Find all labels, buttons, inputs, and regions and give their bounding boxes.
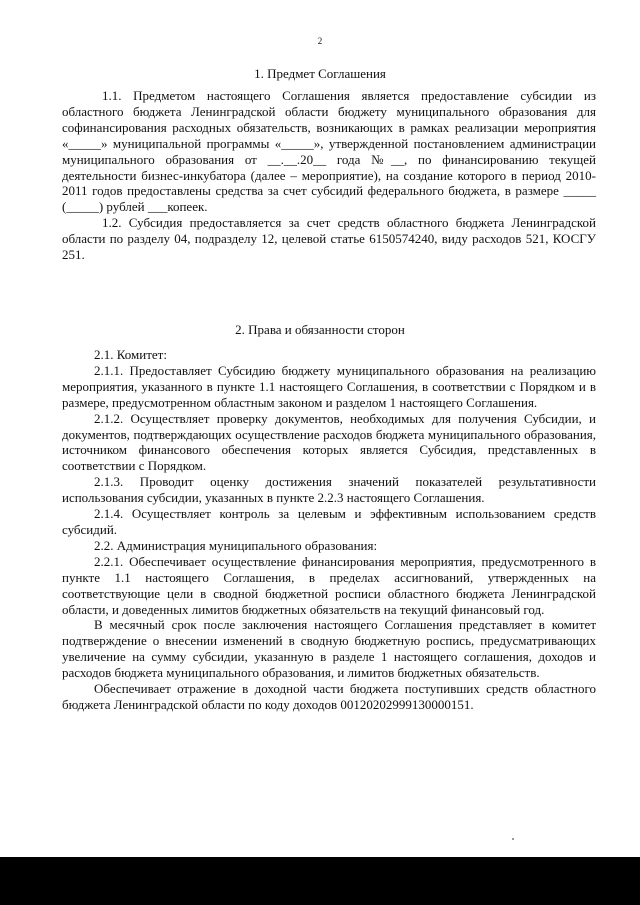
paragraph-2-2-1: 2.2.1. Обеспечивает осуществление финансирования мероприятия, предусмотренного в пункте 1.1 настоящего Соглашения, в пределах ассигнований, утвержденных на соответствующие цели в сводной бюджетной росписи областного бюджета Ленинградской области, и доведенных лимитов бюджетных обязательств на текущий финансовый год. (62, 553, 596, 617)
section-2-heading: 2. Права и обязанности сторон (235, 322, 405, 337)
paragraph-2-1-3: 2.1.3. Проводит оценку достижения значений показателей результативности использования субсидии, указанных в пункте 2.2.3 настоящего Соглашения. (62, 474, 596, 506)
paragraph-1-2: 1.2. Субсидия предоставляется за счет средств областного бюджета Ленинградской области по разделу 04, подразделу 12, целевой статье 6150574240, виду расходов 521, КОСГУ 251. (62, 215, 596, 263)
paragraph-2-1: 2.1. Комитет: (94, 347, 167, 362)
section-1-body (62, 88, 596, 263)
paragraph-2-1-4: 2.1.4. Осуществляет контроль за целевым и эффективным использованием средств субсидий. (62, 506, 596, 537)
paragraph-2-2-1-cont-b: Обеспечивает отражение в доходной части бюджета поступивших средств областного бюджета Ленинградской области по коду доходов 00120202999130000151. (62, 681, 596, 712)
paragraph-2-1-1: 2.1.1. Предоставляет Субсидию бюджету муниципального образования на реализацию мероприятия, указанного в пункте 1.1 настоящего Соглашения, в соответствии с Порядком и в размере, предусмотренном областным законом и разделом 1 настоящего Соглашения. (62, 362, 596, 410)
section-2-body (62, 347, 596, 713)
section-1-heading: 1. Предмет Соглашения (254, 66, 386, 81)
paragraph-2-1-2: 2.1.2. Осуществляет проверку документов, необходимых для получения Субсидии, и документов, подтверждающих осуществление расходов бюджета муниципального образования, источником финансового обеспечения которых является Субсидия, представленных в соответствии с Порядком. (62, 410, 596, 474)
scan-border-bottom (0, 857, 640, 905)
page-number: 2 (317, 36, 323, 46)
scan-speck (512, 838, 514, 840)
paragraph-2-2-1-cont-a: В месячный срок после заключения настоящего Соглашения представляет в комитет подтверждение о внесении изменений в сводную бюджетную роспись, предусматривающих увеличение на сумму субсидии, указанную в разделе 1 настоящего соглашения, доходов и расходов бюджета муниципального образования, и лимитов бюджетных обязательств. (62, 617, 596, 681)
paragraph-2-2: 2.2. Администрация муниципального образования: (94, 537, 378, 553)
paragraph-1-1: 1.1. Предметом настоящего Соглашения является предоставление субсидии из областного бюджета Ленинградской области бюджету муниципального образования для софинансирования расходных обязательств, возникающих в рамках реализации мероприятия «_____» муниципальной программы «_____», утвержденной постановлением администрации муниципального образования от __.__.20__ года №__, по финансированию текущей деятельности бизнес-инкубатора (далее – мероприятие), на создание которого в период 2010-2011 годов предоставлены средства за счет субсидий федерального бюджета, в размере _____ (_____) рублей ___копеек. (62, 88, 596, 215)
